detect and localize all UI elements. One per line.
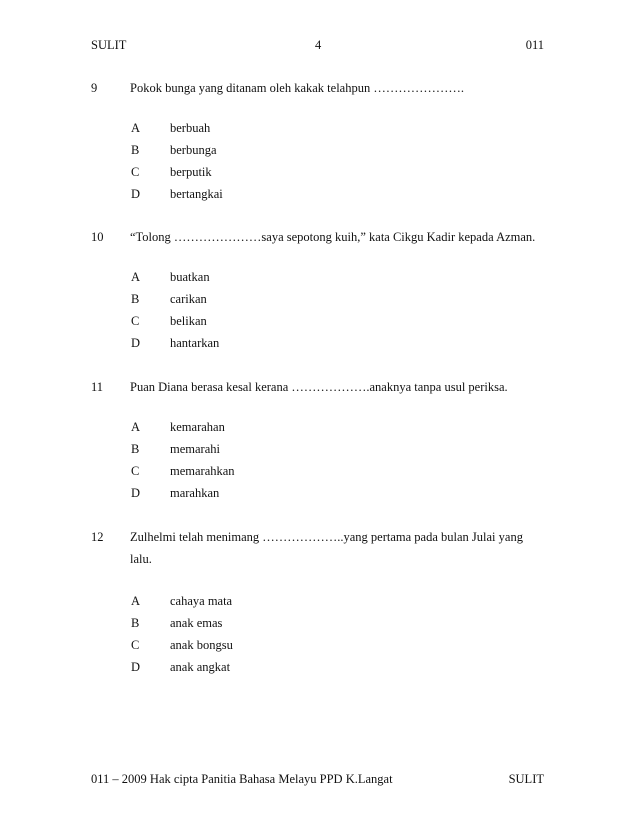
option-text: belikan [170, 314, 207, 328]
option-letter: A [131, 420, 141, 434]
question-number: 10 [91, 230, 104, 244]
option-text: memarahkan [170, 464, 235, 478]
header-paper-code: 011 [525, 38, 544, 52]
header-page-number: 4 [315, 38, 322, 52]
option-letter: C [131, 314, 140, 328]
question-text: Zulhelmi telah menimang ………………..yang pertama pada bulan Julai yang lalu. [130, 530, 523, 566]
footer-copyright: 011 – 2009 Hak cipta Panitia Bahasa Melayu PPD K.Langat [91, 772, 393, 786]
option-letter: D [131, 660, 141, 674]
option-letter: A [131, 121, 141, 135]
option-text: cahaya mata [170, 594, 233, 608]
option-text: bertangkai [170, 187, 223, 201]
option-text: hantarkan [170, 336, 220, 350]
footer-classification-right: SULIT [508, 772, 544, 786]
option-letter: B [131, 442, 140, 456]
option-letter: C [131, 464, 140, 478]
option-letter: B [131, 292, 140, 306]
question-number: 12 [91, 530, 104, 544]
question-number: 9 [91, 81, 98, 95]
question-number: 11 [91, 380, 104, 394]
option-text: anak emas [170, 616, 223, 630]
option-letter: D [131, 187, 141, 201]
option-letter: A [131, 594, 141, 608]
option-text: carikan [170, 292, 207, 306]
option-letter: C [131, 165, 140, 179]
option-text: kemarahan [170, 420, 225, 434]
option-text: marahkan [170, 486, 220, 500]
option-letter: D [131, 336, 141, 350]
option-letter: C [131, 638, 140, 652]
header-classification-left: SULIT [91, 38, 127, 52]
option-letter: B [131, 143, 140, 157]
option-text: buatkan [170, 270, 210, 284]
option-text: berputik [170, 165, 212, 179]
option-text: berbunga [170, 143, 217, 157]
question-text: Pokok bunga yang ditanam oleh kakak telahpun …………………. [130, 81, 464, 95]
option-text: memarahi [170, 442, 220, 456]
option-text: anak angkat [170, 660, 231, 674]
option-letter: A [131, 270, 141, 284]
question-text: “Tolong …………………saya sepotong kuih,” kata Cikgu Kadir kepada Azman. [130, 230, 536, 244]
option-text: berbuah [170, 121, 211, 135]
option-letter: D [131, 486, 141, 500]
question-text: Puan Diana berasa kesal kerana ……………….anaknya tanpa usul periksa. [130, 380, 508, 394]
option-letter: B [131, 616, 140, 630]
option-text: anak bongsu [170, 638, 233, 652]
